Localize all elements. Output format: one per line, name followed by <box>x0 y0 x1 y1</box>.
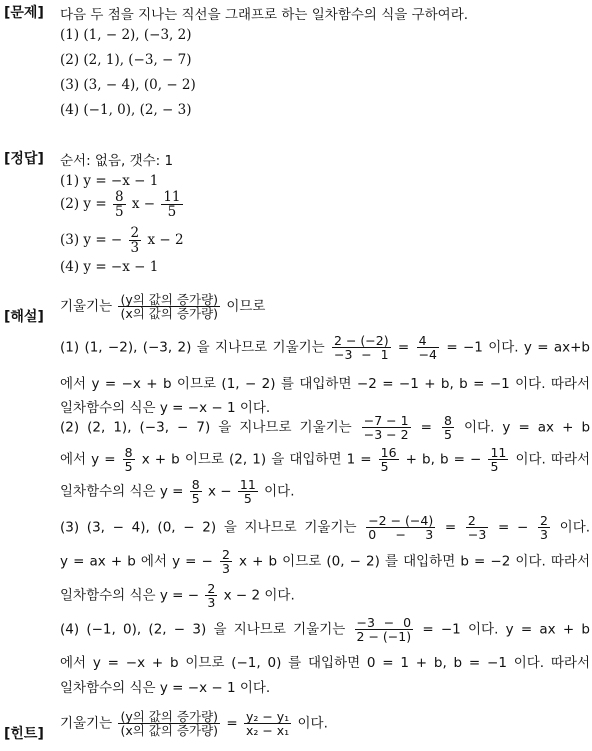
solution-1-line-1: (1) (1, −2), (−3, 2) 을 지나므로 기울기는 $\frac{2 - (-2)}{-3 - 1}$ = $\frac{4}{-4}$ = −1 이다. y = ax+b <box>60 333 590 363</box>
solution-2-line-1: (2) (2, 1), (−3, − 7) 을 지나므로 기울기는 $\frac{-7 - 1}{-3 - 2}$ = $\frac{8}{5}$ 이다. y = ax + b <box>60 413 591 443</box>
problem-tag: [문제] <box>4 5 44 21</box>
answer-2-prefix: (2) y = <box>60 196 111 213</box>
solution-2-line-2: 에서 y = $\frac{8}{5}$ x + b 이므로 (2, 1) 을 대입하면 1 = $\frac{16}{5}$ + b, b = − $\frac{11}{5}$ 이다. 따라서 <box>60 445 591 475</box>
answer-1: (1) y = −x − 1 <box>60 173 159 189</box>
answer-2-fraction-1: $\frac{8}{5}$ <box>114 189 124 221</box>
solution-1-line-2: 에서 y = −x + b 이므로 (1, − 2) 를 대입하면 −2 = −1 + b, b = −1 이다. 따라서 <box>60 376 590 392</box>
hint-body: 기울기는 $\frac{\text{(y의 값의 증가량)}}{\text{(x의 값의 증가량)}}$ = $\frac{\text{y₂ − y₁}}{\text{x₂ − x₁}}$ 이다. <box>60 709 328 739</box>
hint-slope-fraction: $\frac{\text{(y의 값의 증가량)}}{\text{(x의 값의 증가량)}}$ <box>120 709 219 739</box>
solution-1-line-3: 일차함수의 식은 y = −x − 1 이다. <box>60 400 271 416</box>
solution-3-line-3: 일차함수의 식은 y = − $\frac{2}{3}$ x − 2 이다. <box>60 581 295 611</box>
solution-4-line-3: 일차함수의 식은 y = −x − 1 이다. <box>60 680 271 696</box>
problem-question: 다음 두 점을 지나는 직선을 그래프로 하는 일차함수의 식을 구하여라. <box>60 7 469 23</box>
problem-item-4: (4) (−1, 0), (2, − 3) <box>60 102 192 118</box>
answer-meta: 순서: 없음, 갯수: 1 <box>60 153 174 169</box>
answer-4: (4) y = −x − 1 <box>60 259 159 275</box>
solution-4-line-1: (4) (−1, 0), (2, − 3) 을 지나므로 기울기는 $\frac{-3 - 0}{2 - (-1)}$ = −1 이다. y = ax + b <box>60 615 590 645</box>
problem-item-2: (2) (2, 1), (−3, − 7) <box>60 52 192 68</box>
answer-3-fraction: $\frac{2}{3}$ <box>130 225 140 257</box>
problem-item-1: (1) (1, − 2), (−3, 2) <box>60 27 192 43</box>
problem-item-3: (3) (3, − 4), (0, − 2) <box>60 77 196 93</box>
answer-3 <box>60 226 184 255</box>
answer-3-suffix: x − 2 <box>147 232 184 249</box>
solution-2-line-3: 일차함수의 식은 y = $\frac{8}{5}$ x − $\frac{11}{5}$ 이다. <box>60 477 295 507</box>
answer-2 <box>60 190 185 219</box>
answer-2-middle: x − <box>131 196 160 213</box>
solution-4-line-2: 에서 y = −x + b 이므로 (−1, 0) 를 대입하면 0 = 1 + b, b = −1 이다. 따라서 <box>60 655 590 671</box>
answer-tag: [정답] <box>4 151 44 167</box>
solution-slope-fraction: $\frac{\text{(y의 값의 증가량)}}{\text{(x의 값의 증가량)}}$ <box>120 292 219 322</box>
solution-tag: [해설] <box>4 309 44 325</box>
hint-tag: [힌트] <box>4 726 44 742</box>
solution-3-line-1: (3) (3, − 4), (0, − 2) 을 지나므로 기울기는 $\frac{-2 - (-4)}{0 - 3}$ = $\frac{2}{-3}$ = − $\frac{2}{3}$ 이다. <box>60 513 591 543</box>
solution-intro: 기울기는 $\frac{\text{(y의 값의 증가량)}}{\text{(x의 값의 증가량)}}$ 이므로 <box>60 292 266 322</box>
hint-formula-fraction: $\frac{\text{y₂ − y₁}}{\text{x₂ − x₁}}$ <box>245 709 290 739</box>
answer-3-prefix: (3) y = − <box>60 232 123 249</box>
solution-3-line-2: y = ax + b 에서 y = − $\frac{2}{3}$ x + b 이므로 (0, − 2) 를 대입하면 b = −2 이다. 따라서 <box>60 547 590 577</box>
answer-2-fraction-2: $\frac{11}{5}$ <box>163 189 181 221</box>
